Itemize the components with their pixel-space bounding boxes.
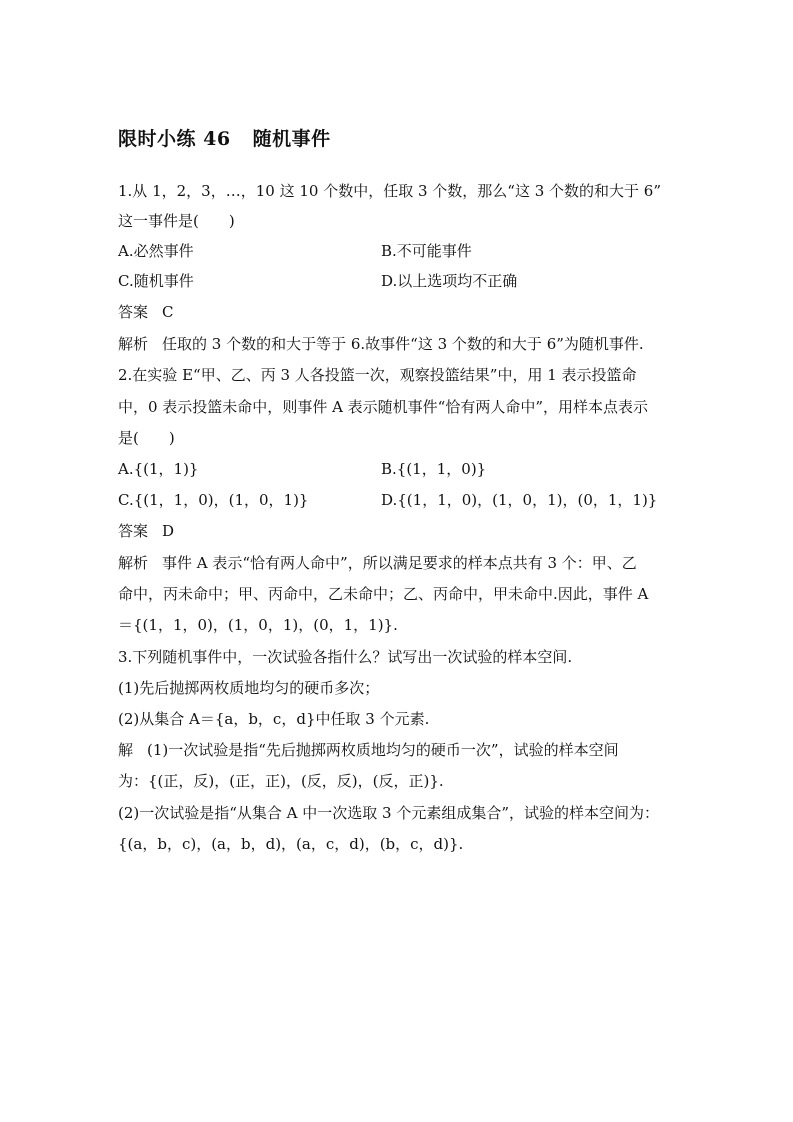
q2-stem-line2: 中，0 表示投篮未命中，则事件 A 表示随机事件“恰有两人命中”，用样本点表示 bbox=[118, 398, 649, 416]
q1-answer bbox=[118, 302, 174, 322]
analysis-label: 解析 bbox=[118, 335, 149, 353]
q1-option-b: B.不可能事件 bbox=[381, 242, 472, 260]
q2-option-d: D.{(1，1，0)，(1，0，1)，(0，1，1)} bbox=[381, 491, 658, 509]
answer-label: 答案 bbox=[118, 303, 149, 321]
q1-option-c: C.随机事件 bbox=[118, 272, 194, 290]
page-title bbox=[118, 124, 331, 151]
q3-stem-line2: (1)先后抛掷两枚质地均匀的硬币多次； bbox=[118, 679, 380, 697]
analysis-label: 解析 bbox=[118, 554, 149, 572]
q1-option-d: D.以上选项均不正确 bbox=[381, 272, 518, 290]
q2-option-b: B.{(1，1，0)} bbox=[381, 460, 487, 478]
q2-stem-line3: 是( ) bbox=[118, 429, 175, 447]
solution-label: 解 bbox=[118, 741, 134, 759]
q2-option-c: C.{(1，1，0)，(1，0，1)} bbox=[118, 491, 309, 509]
q3-solution-line3: (2)一次试验是指“从集合 A 中一次选取 3 个元素组成集合”，试验的样本空间为： bbox=[118, 804, 660, 822]
q2-analysis-line3: ＝{(1，1，0)，(1，0，1)，(0，1，1)}. bbox=[118, 616, 398, 634]
q1-analysis bbox=[118, 334, 644, 354]
q2-analysis-line1 bbox=[118, 553, 637, 573]
q1-stem-line2: 这一事件是( ) bbox=[118, 212, 235, 230]
q2-answer bbox=[118, 521, 174, 541]
q2-stem-line1: 2.在实验 E“甲、乙、丙 3 人各投篮一次，观察投篮结果”中，用 1 表示投篮命 bbox=[118, 366, 637, 384]
q3-stem-line3: (2)从集合 A＝{a，b，c，d}中任取 3 个元素. bbox=[118, 710, 430, 728]
answer-value: C bbox=[162, 303, 174, 321]
q1-stem-line1: 1.从 1，2，3，…，10 这 10 个数中，任取 3 个数，那么“这 3 个数的和大于 6” bbox=[118, 182, 661, 200]
title-main: 限时小练 46 bbox=[118, 128, 231, 150]
q2-analysis-line2: 命中，丙未命中；甲、丙命中，乙未命中；乙、丙命中，甲未命中.因此，事件 A bbox=[118, 585, 649, 603]
analysis-text: 任取的 3 个数的和大于等于 6.故事件“这 3 个数的和大于 6”为随机事件. bbox=[162, 335, 644, 353]
q1-option-a: A.必然事件 bbox=[118, 242, 194, 260]
analysis-text: 事件 A 表示“恰有两人命中”，所以满足要求的样本点共有 3 个：甲、乙 bbox=[162, 554, 637, 572]
answer-value: D bbox=[162, 522, 175, 540]
solution-text: (1)一次试验是指“先后抛掷两枚质地均匀的硬币一次”，试验的样本空间 bbox=[147, 741, 619, 759]
q3-solution-line2: 为：{(正，反)，(正，正)，(反，反)，(反，正)}. bbox=[118, 772, 444, 790]
q3-solution-line1 bbox=[118, 740, 619, 760]
q3-solution-line4: {(a，b，c)，(a，b，d)，(a，c，d)，(b，c，d)}. bbox=[118, 835, 464, 853]
q3-stem-line1: 3.下列随机事件中，一次试验各指什么？试写出一次试验的样本空间. bbox=[118, 648, 573, 666]
q2-option-a: A.{(1，1)} bbox=[118, 460, 199, 478]
answer-label: 答案 bbox=[118, 522, 149, 540]
title-topic: 随机事件 bbox=[252, 128, 331, 150]
